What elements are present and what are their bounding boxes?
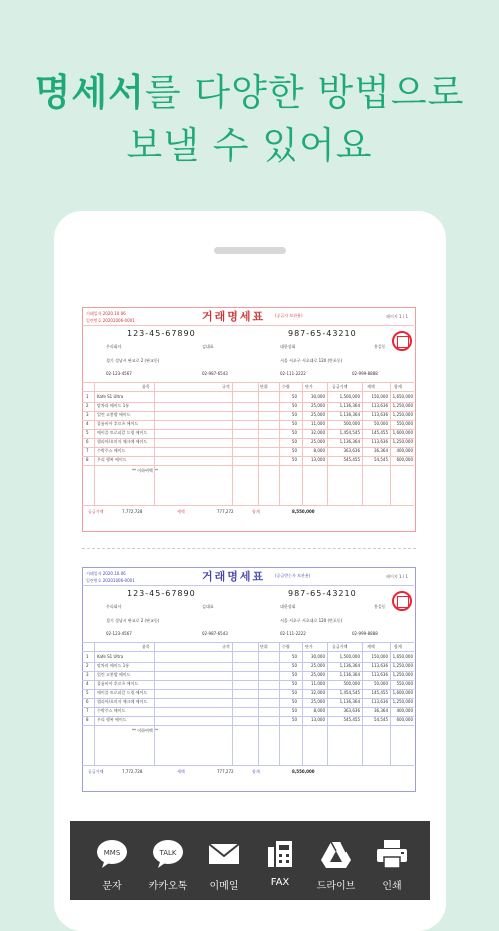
supplier-fax: 02-987-6543	[202, 631, 228, 636]
share-bar	[70, 821, 430, 900]
supplier-ceo: 김대표	[202, 344, 214, 349]
row-number: 8	[86, 457, 89, 462]
row-total: 1,650,000	[392, 394, 413, 399]
row-tax: 145,455	[371, 690, 388, 695]
grid-column-line	[154, 642, 155, 765]
grid-column-line	[362, 382, 363, 505]
row-price: 13,000	[311, 457, 325, 462]
headline-bold: 명세서	[34, 71, 145, 114]
grid-column-line	[390, 382, 391, 505]
share-kakaotalk-label: 카카오톡	[148, 881, 188, 892]
row-supply: 1,136,364	[339, 663, 360, 668]
table-row	[82, 671, 414, 672]
row-item: 우리 행복 에이드	[97, 457, 127, 462]
buyer-address: 서울 서초구 서초대로 120 (반포동)	[280, 618, 343, 623]
row-total: 550,000	[396, 681, 413, 686]
share-email-button[interactable]	[196, 821, 252, 900]
row-number: 1	[86, 654, 89, 659]
col-total: 합계	[394, 384, 402, 389]
col-unit: 단위	[260, 384, 268, 389]
invoice-date: 2020.10.06	[102, 571, 126, 576]
row-qty: 50	[291, 439, 297, 444]
row-number: 8	[86, 717, 89, 722]
invoice-date: 2020.10.06	[102, 311, 126, 316]
row-tax: 36,364	[374, 708, 388, 713]
table-row	[82, 447, 414, 448]
row-supply: 1,454,545	[339, 430, 360, 435]
col-qty: 수량	[282, 384, 290, 389]
divider	[82, 325, 414, 326]
grid-column-line	[154, 382, 155, 505]
page-indicator: 페이지 1 / 1	[386, 574, 408, 579]
drive-icon	[320, 839, 352, 869]
table-row	[82, 725, 414, 726]
row-qty: 50	[291, 457, 297, 462]
row-supply: 1,136,364	[339, 412, 360, 417]
row-total: 1,600,000	[392, 430, 413, 435]
grid-column-line	[258, 642, 259, 765]
row-item: 콜롬비아 후르츠 에이드	[97, 421, 139, 426]
divider	[82, 765, 414, 766]
row-qty: 50	[291, 663, 297, 668]
invoice-title: 거래명세표	[202, 310, 266, 323]
buyer-tel: 02-111-2222	[280, 371, 306, 376]
row-supply: 1,500,000	[339, 654, 360, 659]
grid-column-line	[327, 642, 328, 765]
row-supply: 1,136,364	[339, 403, 360, 408]
col-price: 단가	[305, 384, 313, 389]
supplier-ceo: 김대표	[202, 604, 214, 609]
row-tax: 150,000	[371, 394, 388, 399]
footer-supply: 7,772,728	[122, 509, 143, 514]
footer-tax: 777,272	[217, 509, 234, 514]
row-item: Kafe S1 Ultra	[97, 654, 124, 659]
fax-icon	[264, 839, 296, 869]
row-price: 25,000	[311, 699, 325, 704]
invoice-subtitle: (공급자 보관용)	[275, 313, 303, 318]
col-tax: 세액	[367, 644, 375, 649]
row-price: 32,000	[311, 430, 325, 435]
footer-supply-label: 공급가액	[88, 509, 104, 514]
row-tax: 145,455	[371, 430, 388, 435]
row-price: 8,000	[313, 708, 325, 713]
row-item: 말차라 에이드 1통	[97, 403, 130, 408]
grid-column-line	[327, 382, 328, 505]
row-item: 헬리아/오미자 체크에 에이드	[97, 439, 148, 444]
table-row	[82, 716, 414, 717]
row-item: 헬리아/오미자 체크에 에이드	[97, 699, 148, 704]
row-qty: 50	[291, 430, 297, 435]
buyer-tel: 02-111-2222	[280, 631, 306, 636]
buyer-biz-no: 987-65-43210	[288, 329, 357, 338]
row-tax: 113,636	[371, 412, 388, 417]
mms-icon	[96, 839, 128, 869]
supplier-name: 우리회사	[106, 604, 122, 609]
share-mms-button[interactable]	[84, 821, 140, 900]
share-email-label: 이메일	[209, 881, 239, 892]
row-supply: 500,000	[343, 421, 360, 426]
footer-supply: 7,772,728	[122, 769, 143, 774]
row-qty: 50	[291, 394, 297, 399]
col-supply: 공급가액	[332, 384, 348, 389]
row-supply: 500,000	[343, 681, 360, 686]
footer-tax: 777,272	[217, 769, 234, 774]
supplier-tel: 02-123-4567	[106, 371, 132, 376]
footer-total-label: 합계	[252, 509, 260, 514]
row-total: 1,250,000	[392, 403, 413, 408]
row-number: 4	[86, 681, 89, 686]
footer-supply-label: 공급가액	[88, 769, 104, 774]
row-tax: 113,636	[371, 439, 388, 444]
row-number: 3	[86, 672, 89, 677]
row-qty: 50	[291, 699, 297, 704]
row-number: 6	[86, 439, 89, 444]
col-item: 품목	[142, 644, 150, 649]
footer-tax-label: 세액	[177, 509, 185, 514]
row-qty: 50	[291, 448, 297, 453]
grid-column-line	[258, 382, 259, 505]
row-tax: 54,545	[374, 457, 388, 462]
row-tax: 113,636	[371, 672, 388, 677]
buyer-ceo: 홍길동	[374, 604, 386, 609]
row-qty: 50	[291, 681, 297, 686]
footer-total: 8,550,000	[292, 509, 315, 514]
share-drive-button[interactable]	[308, 821, 364, 900]
row-price: 25,000	[311, 403, 325, 408]
buyer-fax: 02-999-8888	[352, 631, 378, 636]
col-total: 합계	[394, 644, 402, 649]
svg-text:MMS: MMS	[103, 849, 121, 857]
email-icon	[208, 839, 240, 869]
supplier-fax: 02-987-6543	[202, 371, 228, 376]
row-total: 1,600,000	[392, 690, 413, 695]
row-tax: 54,545	[374, 717, 388, 722]
grid-column-line	[390, 642, 391, 765]
supplier-biz-no: 123-45-67890	[127, 589, 196, 598]
buyer-name: 대한상회	[280, 604, 296, 609]
col-qty: 수량	[282, 644, 290, 649]
row-number: 4	[86, 421, 89, 426]
print-icon	[376, 839, 408, 869]
share-print-button[interactable]	[364, 821, 420, 900]
buyer-name: 대한상회	[280, 344, 296, 349]
row-item: 말차라 에이드 1통	[97, 663, 130, 668]
row-total: 1,250,000	[392, 439, 413, 444]
share-kakaotalk-button[interactable]	[140, 821, 196, 900]
no-label: 일련번호	[86, 578, 102, 583]
row-price: 32,000	[311, 690, 325, 695]
table-row	[82, 662, 414, 663]
row-number: 6	[86, 699, 89, 704]
row-supply: 1,136,364	[339, 672, 360, 677]
col-spec: 규격	[222, 644, 230, 649]
row-number: 2	[86, 663, 89, 668]
row-tax: 113,636	[371, 403, 388, 408]
divider	[82, 585, 414, 586]
supplier-tel: 02-123-4567	[106, 631, 132, 636]
row-qty: 50	[291, 690, 297, 695]
row-price: 25,000	[311, 412, 325, 417]
row-total: 600,000	[396, 457, 413, 462]
row-item: 콜롬비아 후르츠 에이드	[97, 681, 139, 686]
share-print-label: 인쇄	[382, 881, 402, 892]
col-spec: 규격	[222, 384, 230, 389]
row-price: 25,000	[311, 439, 325, 444]
invoice-date-block	[86, 570, 135, 584]
grid-column-line	[232, 382, 233, 505]
footer-total-label: 합계	[252, 769, 260, 774]
invoice-no: 20201006-0001	[102, 578, 135, 583]
share-drive-label: 드라이브	[316, 881, 356, 892]
kakaotalk-icon	[152, 839, 184, 869]
row-total: 1,250,000	[392, 672, 413, 677]
grid-column-line	[232, 642, 233, 765]
row-supply: 1,136,364	[339, 699, 360, 704]
row-supply: 545,455	[343, 457, 360, 462]
row-item: 얼린 고봉밥 에이드	[97, 412, 131, 417]
invoice-date-block	[86, 310, 135, 324]
row-price: 30,000	[311, 394, 325, 399]
row-number: 3	[86, 412, 89, 417]
row-tax: 36,364	[374, 448, 388, 453]
row-total: 1,250,000	[392, 412, 413, 417]
grid-column-line	[279, 642, 280, 765]
row-item: Kafe S1 Ultra	[97, 394, 124, 399]
row-total: 1,250,000	[392, 663, 413, 668]
headline-rest: 를 다양한 방법으로	[144, 71, 465, 114]
row-price: 11,000	[311, 421, 325, 426]
row-item: 메이플 트로피칼 드링 에이드	[97, 430, 148, 435]
seal-stamp	[392, 591, 412, 611]
row-total: 550,000	[396, 421, 413, 426]
row-number: 5	[86, 690, 89, 695]
row-total: 1,250,000	[392, 699, 413, 704]
row-qty: 50	[291, 654, 297, 659]
table-row	[82, 465, 414, 466]
row-supply: 1,500,000	[339, 394, 360, 399]
row-item: 얼린 고봉밥 에이드	[97, 672, 131, 677]
divider	[82, 505, 414, 506]
seal-stamp	[392, 331, 412, 351]
row-price: 13,000	[311, 717, 325, 722]
row-item: 우리 행복 에이드	[97, 717, 127, 722]
date-label: 거래일자	[86, 571, 102, 576]
row-tax: 50,000	[374, 421, 388, 426]
grid-column-line	[302, 642, 303, 765]
table-row	[82, 707, 414, 708]
row-price: 8,000	[313, 448, 325, 453]
row-price: 25,000	[311, 672, 325, 677]
table-row	[82, 402, 414, 403]
row-item: 수박주스 에이드	[97, 708, 126, 713]
row-qty: 50	[291, 672, 297, 677]
grid-column-line	[302, 382, 303, 505]
buyer-ceo: 홍길동	[374, 344, 386, 349]
row-supply: 363,636	[343, 448, 360, 453]
row-total: 600,000	[396, 717, 413, 722]
page-indicator: 페이지 1 / 1	[386, 314, 408, 319]
row-tax: 113,636	[371, 699, 388, 704]
row-item: 수박주스 에이드	[97, 448, 126, 453]
share-mms-label: 문자	[102, 881, 122, 892]
row-price: 11,000	[311, 681, 325, 686]
row-price: 30,000	[311, 654, 325, 659]
row-qty: 50	[291, 708, 297, 713]
divider	[82, 391, 414, 392]
grid-column-line	[279, 382, 280, 505]
supplier-address: 경기 성남시 판교로 2 (판교동)	[106, 618, 160, 623]
table-row	[82, 456, 414, 457]
row-price: 25,000	[311, 663, 325, 668]
invoice-no: 20201006-0001	[102, 318, 135, 323]
row-tax: 50,000	[374, 681, 388, 686]
row-tax: 150,000	[371, 654, 388, 659]
col-price: 단가	[305, 644, 313, 649]
row-number: 5	[86, 430, 89, 435]
end-mark: ** 이하여백 **	[132, 468, 158, 473]
no-label: 일련번호	[86, 318, 102, 323]
supplier-biz-no: 123-45-67890	[127, 329, 196, 338]
row-qty: 50	[291, 421, 297, 426]
share-fax-label: FAX	[270, 877, 290, 888]
col-item: 품목	[142, 384, 150, 389]
row-item: 메이플 트로피칼 드링 에이드	[97, 690, 148, 695]
col-supply: 공급가액	[332, 644, 348, 649]
share-fax-button[interactable]	[252, 821, 308, 900]
col-unit: 단위	[260, 644, 268, 649]
svg-text:TALK: TALK	[159, 849, 177, 857]
row-qty: 50	[291, 403, 297, 408]
buyer-biz-no: 987-65-43210	[288, 589, 357, 598]
row-total: 400,000	[396, 708, 413, 713]
row-qty: 50	[291, 412, 297, 417]
row-supply: 1,454,545	[339, 690, 360, 695]
footer-total: 8,550,000	[292, 769, 315, 774]
supplier-address: 경기 성남시 판교로 2 (판교동)	[106, 358, 160, 363]
headline-line2: 보낼 수 있어요	[126, 124, 373, 167]
date-label: 거래일자	[86, 311, 102, 316]
table-row	[82, 411, 414, 412]
divider	[82, 651, 414, 652]
footer-tax-label: 세액	[177, 769, 185, 774]
supplier-name: 우리회사	[106, 344, 122, 349]
row-number: 7	[86, 448, 89, 453]
buyer-address: 서울 서초구 서초대로 120 (반포동)	[280, 358, 343, 363]
row-supply: 1,136,364	[339, 439, 360, 444]
buyer-fax: 02-999-8888	[352, 371, 378, 376]
col-tax: 세액	[367, 384, 375, 389]
divider	[82, 642, 414, 643]
row-qty: 50	[291, 717, 297, 722]
row-total: 400,000	[396, 448, 413, 453]
invoice-title: 거래명세표	[202, 570, 266, 583]
row-total: 1,650,000	[392, 654, 413, 659]
headline-line1	[0, 71, 499, 114]
grid-column-line	[94, 382, 95, 505]
page-separator	[82, 548, 416, 549]
grid-column-line	[94, 642, 95, 765]
phone-speaker	[214, 247, 286, 254]
row-supply: 545,455	[343, 717, 360, 722]
invoice-subtitle: (공급받는자 보관용)	[275, 573, 311, 578]
row-number: 7	[86, 708, 89, 713]
row-supply: 363,636	[343, 708, 360, 713]
divider	[82, 382, 414, 383]
row-number: 1	[86, 394, 89, 399]
row-tax: 113,636	[371, 663, 388, 668]
grid-column-line	[362, 642, 363, 765]
row-number: 2	[86, 403, 89, 408]
end-mark: ** 이하여백 **	[132, 728, 158, 733]
